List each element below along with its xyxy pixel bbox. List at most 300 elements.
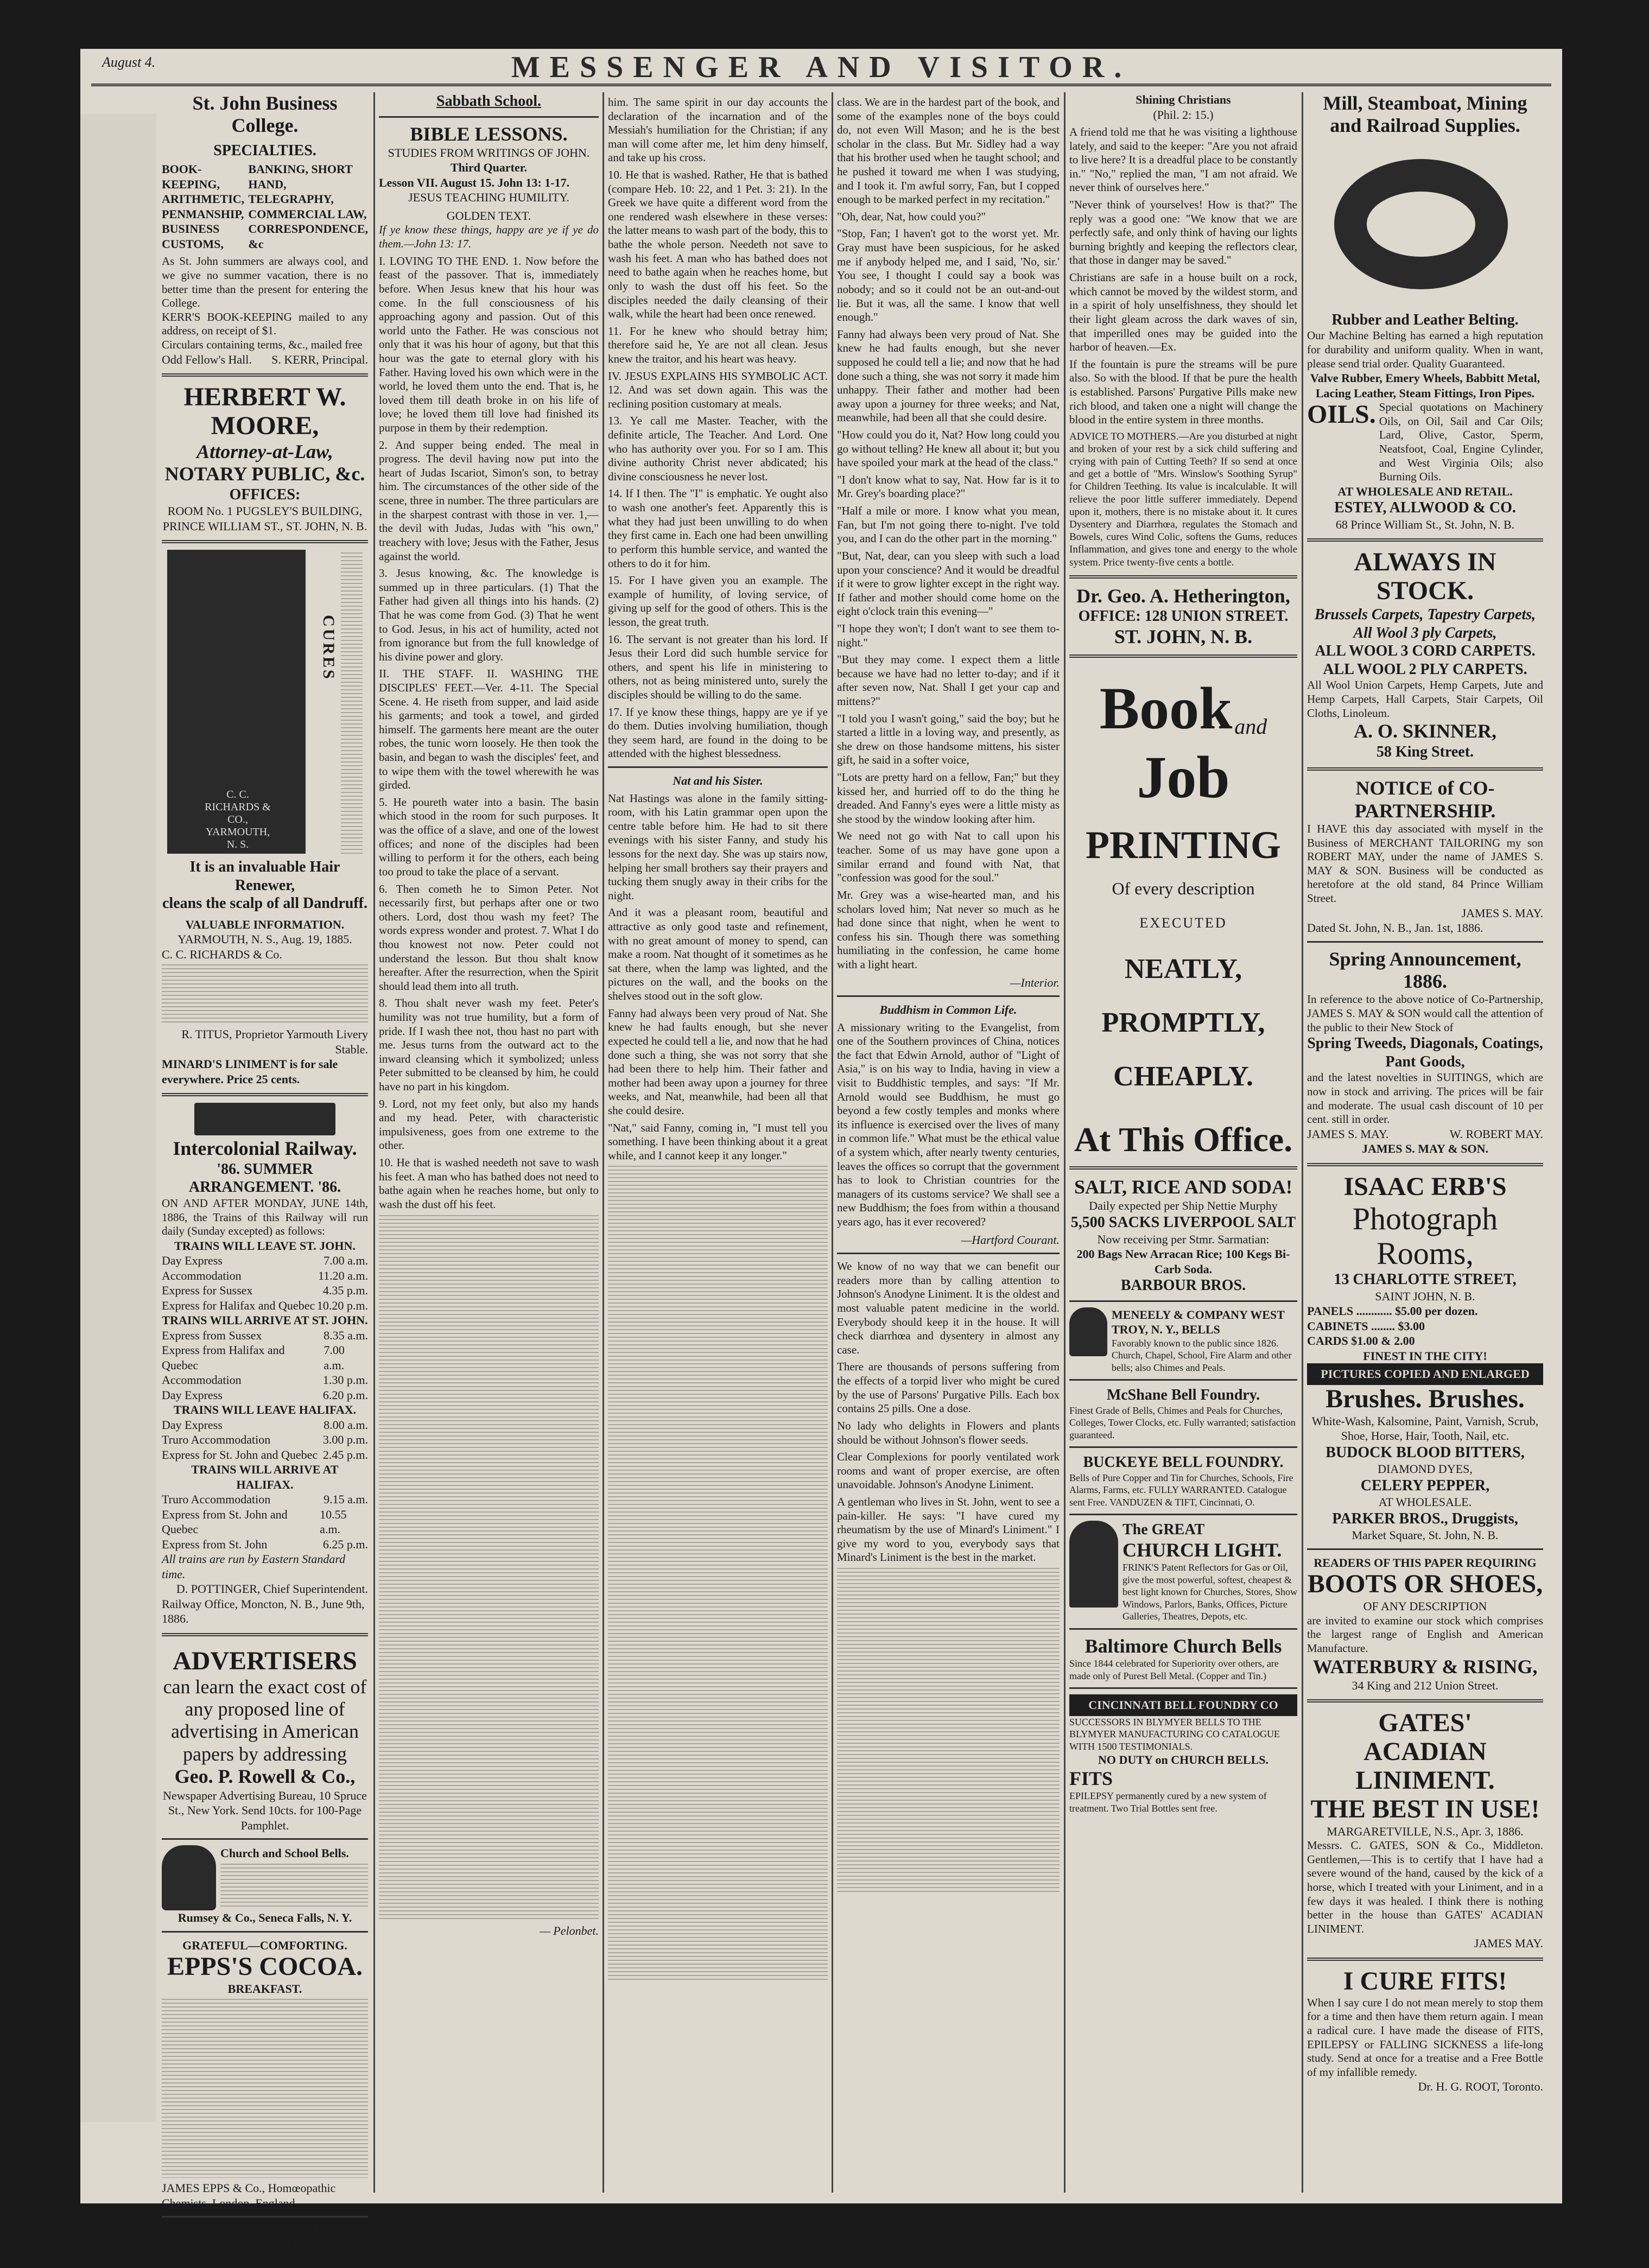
divider	[1069, 1687, 1297, 1689]
mill-heading: Mill, Steamboat, Mining and Railroad Supplies.	[1323, 92, 1527, 137]
skinner-address: 58 King Street.	[1376, 743, 1474, 760]
railway-office: Railway Office, Moncton, N. B., June 9th, 1886.	[162, 1597, 365, 1626]
oils-block	[1307, 401, 1543, 484]
cincinnati-title: CINCINNATI BELL FOUNDRY CO	[1069, 1694, 1297, 1716]
neatly-word: NEATLY,	[1124, 954, 1242, 985]
divider	[1307, 1163, 1543, 1166]
story-para-1: Nat Hastings was alone in the family sitting-room, with his Latin grammar open upon the centre table before him. He had to sit there evenings with his sister Fanny, and study his lessons for the next day. She was up stairs now, helping her small brothers say their prayers and tucking them snugly away in their cribs for the night.	[608, 791, 828, 902]
ad-note-4: A gentleman who lives in St. John, went to see a pain-killer. He says: "I have cured my rheumatism by the use of Minard's Liniment." I give my word to you, everybody says that Minard's Liniment is the best in the market.	[837, 1495, 1060, 1564]
mcshane-sub: Finest Grade of Bells, Chimes and Peals for Churches, Colleges, Tower Clocks, etc. Fully warranted; satisfaction guaranteed.	[1069, 1405, 1296, 1440]
lesson-cont-para-2: 10. He that is washed. Rather, He that is bathed (compare Heb. 10: 22, and 1 Pet. 3: 21). In the Greek we have quite a different word from the one rendered wash elsewhere in these verses: the latter means to wash part of the body, this to bathe the whole person. Needeth not save to wash his feet. A man who has bathed does not need to bathe again when he reaches home, but only to wash the dust off his feet. So the disciples needed the daily cleansing of their walk, while the heart had been once renewed.	[608, 168, 828, 321]
tweeds-text: and the latest novelties in SUITINGS, which are now in stock and arriving. The prices will be fair and moderate. The usual cash discount of 10 per cent. still in order.	[1307, 1071, 1543, 1126]
doctor-name: Dr. Geo. A. Hetherington,	[1076, 585, 1290, 607]
margaretville-date: MARGARETVILLE, N.S., Apr. 3, 1886.	[1327, 1824, 1524, 1838]
story-cont-5: "How could you do it, Nat? How long could you go without telling? He knew all about it; but you have spoiled your mark at the head of the class."	[837, 428, 1060, 469]
lesson-para-4: II. THE STAFF. II. WASHING THE DISCIPLES' FEET.—Ver. 4-11. The Special Scene. 4. He riseth from supper, and laid aside his garments; and took a towel, and girded himself. The garments here meant are the outer robes, the tunic worn loosely. He then took the basin, and began to wash the disciples' feet, and to wipe them with the towel wherewith he was girded.	[379, 667, 599, 792]
divider	[1307, 1958, 1543, 1961]
spring-text: In reference to the above notice of Co-Partnership, JAMES S. MAY & SON would call the attention of the public to their New Stock of	[1307, 993, 1543, 1034]
at-wholesale: AT WHOLESALE.	[1378, 1495, 1472, 1509]
buddhism-title: Buddhism in Common Life.	[879, 1003, 1017, 1017]
salt-sub: Daily expected per Ship Nettie Murphy	[1089, 1199, 1278, 1213]
divider	[1307, 538, 1543, 542]
train-time: 6.25 p.m.	[322, 1537, 368, 1551]
diamond-dyes: DIAMOND DYES,	[1378, 1462, 1473, 1476]
divider	[1069, 1514, 1297, 1515]
col4-continued-text	[837, 1568, 1060, 1894]
college-heading: St. John Business College.	[192, 92, 338, 137]
lesson-cont-para-8: 16. The servant is not greater than his lord. If Jesus their Lord did such humble service for others, and spent his life in ministering to others, not as being ministered unto, surely the disciples should be willing to do the same.	[608, 632, 828, 701]
leave-halifax-table	[162, 1418, 368, 1463]
leave-halifax-heading: TRAINS WILL LEAVE HALIFAX.	[173, 1403, 357, 1417]
train-time: 3.00 p.m.	[322, 1433, 368, 1447]
meneely-sub: Favorably known to the public since 1826. Church, Chapel, School, Fire Alarm and other bells; also Chimes and Peals.	[1112, 1337, 1292, 1373]
shining-para-3: Christians are safe in a house built on a rock, which cannot be moved by the wildest storm, and in a spirit of holy unselfishness, they should let their light gleam across the dark waves of sin, that imperilled ones may be guided into the harbor of heaven.—Ex.	[1069, 271, 1297, 354]
divider	[1069, 575, 1297, 579]
divider	[1069, 1446, 1297, 1448]
pictures-copied: PICTURES COPIED AND ENLARGED	[1307, 1363, 1543, 1385]
adjacent-page-edge	[80, 114, 156, 2122]
newspaper-page	[80, 49, 1562, 2267]
train-time: 11.20 a.m.	[318, 1268, 368, 1282]
lesson-cont-para-3: 11. For he knew who should betray him; therefore said he, Ye are not all clean. Jesus knew the traitor, and his heart was heavy.	[608, 324, 828, 365]
divider	[162, 540, 368, 543]
estey-address: 68 Prince William St., St. John, N. B.	[1335, 517, 1515, 531]
buddhism-source: —Hartford Courant.	[961, 1233, 1060, 1247]
epps-cocoa: EPPS'S COCOA.	[167, 1952, 363, 1981]
meneely-title: MENEELY & COMPANY WEST TROY, N. Y., BELLS	[1112, 1307, 1285, 1337]
richards-tag: C. C. RICHARDS & CO., YARMOUTH, N. S.	[205, 789, 271, 851]
railway-note: All trains are run by Eastern Standard time.	[162, 1552, 346, 1581]
quarter-line: Third Quarter.	[451, 161, 527, 175]
railway-intro: ON AND AFTER MONDAY, JUNE 14th, 1886, the Trains of this Railway will run daily (Sunday excepted) as follows:	[162, 1196, 368, 1238]
moore-title: Attorney-at-Law,	[196, 440, 333, 462]
lesson-signature: — Pelonbet.	[540, 1923, 599, 1937]
train-time: 6.20 p.m.	[322, 1388, 368, 1402]
wholesale-retail: AT WHOLESALE AND RETAIL.	[1337, 484, 1513, 498]
bell-icon	[162, 1845, 216, 1910]
testimony-signature: R. TITUS, Proprietor Yarmouth Livery Stable.	[181, 1027, 368, 1056]
ad-note-1: There are thousands of persons suffering from the effects of a torpid liver who might be cured by the use of Parsons' Purgative Pills. Each box contains 25 pills. One a dose.	[837, 1360, 1060, 1415]
baltimore-title: Baltimore Church Bells	[1084, 1635, 1282, 1657]
cure-fits: I CURE FITS!	[1343, 1966, 1507, 1996]
story-cont-10: "But they may come. I expect them a little because we have had no letter to-day; and if it after seven now, Nat. Shall I get your cap and mittens?"	[837, 653, 1060, 708]
sabbath-school-heading: Sabbath School.	[436, 93, 541, 110]
salt-rice-soda: SALT, RICE AND SODA!	[1074, 1176, 1293, 1198]
issue-date: August 4.	[102, 54, 156, 70]
fits-title: FITS	[1069, 1767, 1113, 1789]
train-name: Express for Sussex	[162, 1284, 253, 1298]
divider	[1069, 1628, 1297, 1630]
column-3	[608, 92, 828, 2193]
leave-st-john-table	[162, 1253, 368, 1313]
column-rule	[373, 92, 375, 2193]
printing-word: PRINTING	[1085, 823, 1282, 867]
divider	[162, 1838, 368, 1840]
train-name: Express from Sussex	[162, 1328, 262, 1342]
church-light-sub: FRINK'S Patent Reflectors for Gas or Oil, give the most powerful, softest, cheapest & best light known for Churches, Stores, Show Windows, Parlors, Banks, Offices, Picture Galleries, Theatres, Depots, etc.	[1122, 1562, 1297, 1622]
ply-line: ALL WOOL 2 PLY CARPETS.	[1323, 660, 1527, 678]
story-cont-11: "I told you I wasn't going," said the boy; but he started a little in a loving way, and presently, as she drew on those handsome mittens, his sister gift, he said in a softer voice,	[837, 711, 1060, 767]
train-name: Express from St. John and Quebec	[162, 1507, 288, 1536]
lesson-para-5: 5. He poureth water into a basin. The basin which stood in the room for such purposes. It was the office of a slave, and one of the lowest offices; and none of the disciples had been willing to perform it for the others, each being too proud to take the place of a servant.	[379, 795, 599, 878]
always-in-stock: ALWAYS IN STOCK.	[1354, 548, 1496, 606]
divider	[1307, 941, 1543, 943]
lesson-cont-para-4: IV. JESUS EXPLAINS HIS SYMBOLIC ACT. 12. And was set down again. This was the reclining position customary at meals.	[608, 369, 828, 410]
divider	[608, 766, 828, 768]
shining-para-2: "Never think of yourselves! How is that?" The reply was a good one: "We know that we are perfectly safe, and only think of having our lights burning brightly and keeping the reflectors clear, that those in danger may be saved."	[1069, 198, 1297, 267]
estey-name: ESTEY, ALLWOOD & CO.	[1334, 499, 1516, 517]
timetable-row	[162, 1298, 368, 1313]
railway-signature: D. POTTINGER, Chief Superintendent.	[176, 1582, 368, 1596]
story-cont-14: Mr. Grey was a wise-hearted man, and his scholars loved him; Nat never so much as he had done since that night, when he went to confess his sin. Though there was something humiliating in the confession, he came home with a light heart.	[837, 888, 1060, 971]
valuable-greeting: C. C. RICHARDS & Co.	[162, 947, 282, 961]
job-word: Job	[1137, 744, 1230, 811]
notice-heading: NOTICE of CO-PARTNERSHIP.	[1354, 777, 1496, 822]
saint-john: SAINT JOHN, N. B.	[1375, 1289, 1475, 1303]
moore-address: ROOM No. 1 PUGSLEY'S BUILDING, PRINCE WILLIAM ST., ST. JOHN, N. B.	[162, 504, 367, 533]
cure-signature: Dr. H. G. ROOT, Toronto.	[1418, 2080, 1543, 2094]
timetable-row	[162, 1418, 368, 1433]
parker-address: Market Square, St. John, N. B.	[1352, 1528, 1499, 1542]
train-icon	[194, 1103, 335, 1135]
story-title: Nat and his Sister.	[673, 774, 763, 788]
grateful-line: GRATEFUL—COMFORTING.	[182, 1938, 347, 1952]
lesson-cont-para-9: 17. If ye know these things, happy are ye if ye do them. Duties involving humiliation, though they seem hard, are found in the doing to be attended with the highest blessedness.	[608, 705, 828, 760]
doctor-office: OFFICE: 128 UNION STREET.	[1078, 608, 1289, 625]
college-footer	[162, 352, 368, 367]
rowell-name: Geo. P. Rowell & Co.,	[174, 1765, 356, 1788]
epps-signature: JAMES EPPS & Co., Homœopathic Chemists, London, England.	[162, 2181, 336, 2210]
great-label: The GREAT	[1122, 1521, 1205, 1539]
and-word: and	[1234, 714, 1267, 739]
train-time: 10.55 a.m.	[320, 1507, 347, 1536]
story-cont-2: "Oh, dear, Nat, how could you?"	[837, 209, 986, 223]
liverpool-salt: 5,500 SACKS LIVERPOOL SALT	[1070, 1214, 1296, 1231]
specialties-left: BOOK-KEEPING, ARITHMETIC, PENMANSHIP, BUSINESS CUSTOMS,	[162, 162, 245, 251]
oils-text: Special quotations on Machinery Oils, on Oil, Sail and Car Oils; Lard, Olive, Castor, Sperm, Neatsfoot, Coal, Engine Cylinder, and West Virginia Oils; also Burning Oils.	[1379, 401, 1543, 484]
parker-bros: PARKER BROS., Druggists,	[1332, 1510, 1518, 1527]
baltimore-sub: Since 1844 celebrated for Superiority over others, are made only of Purest Bell Metal. (Copper and Tin.)	[1069, 1658, 1279, 1681]
notice-text: I HAVE this day associated with myself in the Business of MERCHANT TAILORING my son ROBERT MAY, under the name of JAMES S. MAY & SON. Business will be conducted as heretofore at the old stand, 84 Prince William Street.	[1307, 822, 1543, 905]
train-time: 7.00 a.m.	[324, 1343, 345, 1372]
ad-note-3: Clear Complexions for poorly ventilated work rooms and want of proper exercise, are often unavoidable. Johnson's Anodyne Liniment.	[837, 1450, 1060, 1491]
ad-note-2: No lady who delights in Flowers and plants should be without Johnson's flower seeds.	[837, 1419, 1060, 1446]
budock-bitters: BUDOCK BLOOD BITTERS,	[1325, 1444, 1525, 1461]
circulars-note: Circulars containing terms, &c., mailed free	[162, 338, 363, 352]
johnson-note: We know of no way that we can benefit our readers more than by calling attention to Johnson's Anodyne Liniment. It is the oldest and most valuable patent medicine in the world. Everybody should keep it in the house. It will check diarrhœa and dysentery in almost any case.	[837, 1260, 1060, 1356]
bell-ad-title: Church and School Bells.	[220, 1846, 349, 1860]
column-5	[1069, 92, 1297, 2193]
timetable-row	[162, 1447, 368, 1463]
story-cont-7: "Half a mile or more. I know what you mean, Fan, but I'm not going there to-night. I've told you, and I can do the other part in the morning."	[837, 504, 1060, 545]
valuable-heading: VALUABLE INFORMATION.	[185, 917, 345, 931]
story-cont-3: "Stop, Fan; I haven't got to the worst yet. Mr. Gray must have been suspicious, for he asked me if anybody helped me, and I said, 'No, sir.' You see, I thought I could say a book was nobody; and so it could not be an out-and-out lie. But it was, all the same. I know that well enough."	[837, 227, 1060, 324]
meneely-ad	[1069, 1307, 1297, 1374]
cards-price: CARDS $1.00 & 2.00	[1307, 1334, 1415, 1348]
masthead	[80, 49, 1562, 87]
acadian-liniment: ACADIAN LINIMENT.	[1355, 1737, 1495, 1795]
golden-text: If ye know these things, happy are ye if ye do them.—John 13: 17.	[379, 223, 599, 251]
skinner-name: A. O. SKINNER,	[1353, 720, 1497, 742]
story-continued-text	[608, 1166, 828, 1980]
train-name: Day Express	[162, 1254, 223, 1268]
book-word: Book	[1099, 675, 1233, 742]
may-and-son: JAMES S. MAY & SON.	[1361, 1142, 1489, 1156]
timetable-row	[162, 1492, 368, 1507]
executed-word: EXECUTED	[1139, 915, 1227, 931]
valve-line: Valve Rubber, Emery Wheels, Babbitt Metal, Lacing Leather, Steam Fittings, Iron Pipes.	[1310, 371, 1540, 400]
train-name: Day Express	[162, 1418, 223, 1432]
arrive-halifax-heading: TRAINS WILL ARRIVE AT HALIFAX.	[191, 1463, 339, 1491]
sacks-sub: Now receiving per Stmr. Sarmatian:	[1097, 1232, 1270, 1246]
divider	[162, 1093, 368, 1096]
photograph-rooms: Photograph Rooms,	[1352, 1200, 1498, 1271]
story-cont-12: "Lots are pretty hard on a fellow, Fan;" but they kissed her, and hurried off to do the thing he dreaded. And Fanny's eyes were a little misty as she stood by the window looking after him.	[837, 771, 1060, 825]
lesson-para-1: I. LOVING TO THE END. 1. Now before the feast of the passover. That is, immediately before. When Jesus knew that his hour was come. In the full consciousness of his approaching agony and passion. Out of this world unto the Father. He was conscious not only that it was his hour of agony, but that this hour was the gate to eternal glory with his Father. Having loved his own which were in the world, he loved them unto the end. That is, he loved them till death broke in on his life of love; he loved them till love had finished its purpose in them by their redemption.	[379, 254, 599, 435]
column-6	[1307, 92, 1543, 2193]
mcshane-title: McShane Bell Foundry.	[1106, 1387, 1260, 1404]
story-cont-4: Fanny had always been very proud of Nat. She knew he had faults enough, but she never supposed he could tell a lie; and now that he had done such a thing, she was not sorry it made him unhappy. Their father and mother had been away upon a journey for three weeks; and Nat, meanwhile, had been all that she could desire.	[837, 327, 1060, 424]
timetable-row	[162, 1373, 368, 1388]
stock-text: All Wool Union Carpets, Hemp Carpets, Jute and Hemp Carpets, Hall Carpets, Stair Carpets, Oil Cloths, Linoleum.	[1307, 678, 1543, 720]
oils-label: OILS.	[1307, 400, 1376, 429]
specialties-heading: SPECIALTIES.	[213, 142, 316, 159]
celery-pepper: CELERY PEPPER,	[1360, 1477, 1490, 1494]
mothers-advice: ADVICE TO MOTHERS.—Are you disturbed at night and broken of your rest by a sick child suffering and crying with pain of Cutting Teeth? If so send at once and get a bottle of "Mrs. Winslow's Soothing Syrup" for Children Teething. Its value is incalculable. It will relieve the poor little sufferer immediately. Depend upon it, mothers, there is no mistake about it. It cures Dysentery and Diarrhœa, regulates the Stomach and Bowels, cures Wind Colic, softens the Gums, reduces Inflammation, and gives tone and energy to the whole system. Price twenty-five cents a bottle.	[1069, 430, 1297, 568]
book-and-job	[1069, 674, 1297, 812]
at-this-office: At This Office.	[1074, 1120, 1293, 1159]
story-cont-9: "I hope they won't; I don't want to see them to-night."	[837, 621, 1060, 649]
summer-arrangement: '86. SUMMER ARRANGEMENT. '86.	[188, 1160, 341, 1196]
chandelier-icon	[1069, 1521, 1118, 1608]
timetable-row	[162, 1343, 368, 1373]
cabinets-price: CABINETS ........ $3.00	[1307, 1319, 1425, 1333]
no-duty: NO DUTY on CHURCH BELLS.	[1098, 1753, 1269, 1767]
train-time: 8.35 a.m.	[324, 1328, 368, 1342]
arrive-st-john-heading: TRAINS WILL ARRIVE AT ST. JOHN.	[162, 1313, 368, 1327]
cord-line: ALL WOOL 3 CORD CARPETS.	[1315, 643, 1536, 660]
column-rule	[602, 92, 604, 2193]
lesson-para-7: 8. Thou shalt never wash my feet. Peter's humility was not true humility, but a form of pride. If I wash thee not, thou hast no part with me. Jesus turns from the outward act to the inward cleansing which it symbolized; unless Peter submitted to be cleansed by him, he could have no part in his kingdom.	[379, 996, 599, 1094]
lesson-title: JESUS TEACHING HUMILITY.	[408, 190, 569, 205]
waterbury-rising: WATERBURY & RISING,	[1312, 1655, 1538, 1678]
erb-name: ISAAC ERB'S	[1343, 1172, 1507, 1201]
divider	[1069, 1379, 1297, 1381]
advertisers-heading: ADVERTISERS	[173, 1646, 357, 1675]
cincinnati-sub: SUCCESSORS IN BLYMYER BELLS TO THE BLYMYER MANUFACTURING CO CATALOGUE WITH 1500 TESTIMONIALS.	[1069, 1716, 1280, 1752]
tweeds-line: Spring Tweeds, Diagonals, Coatings, Pant Goods,	[1307, 1035, 1543, 1070]
bible-lessons-heading: BIBLE LESSONS.	[410, 123, 568, 145]
kerr-note: KERR'S BOOK-KEEPING mailed to any address, on receipt of $1.	[162, 310, 368, 338]
train-name: Express from St. John	[162, 1537, 268, 1551]
arrive-halifax-table	[162, 1492, 368, 1552]
story-cont-8: "But, Nat, dear, can you sleep with such a load upon your conscience? And it would be dreadful if it were to grow lighter except in the right way. If father and mother should come home on the eight o'clock train this evening—"	[837, 549, 1060, 618]
specialties-list	[162, 162, 368, 251]
panels-price: PANELS ............ $5.00 per dozen.	[1307, 1304, 1478, 1318]
cures-list	[341, 552, 363, 856]
train-time: 1.30 p.m.	[322, 1373, 368, 1387]
notice-date: Dated St. John, N. B., Jan. 1st, 1886.	[1307, 921, 1483, 935]
box-novelties: BOX OF GOLDEN NOVELTIES, 12 fast-selling articles, and 12 elegant	[162, 2223, 351, 2252]
timetable-row	[162, 1388, 368, 1403]
arrive-st-john-table	[162, 1328, 368, 1403]
specialties-right: BANKING, SHORT HAND, TELEGRAPHY, COMMERCIAL LAW, CORRESPONDENCE, &c	[248, 162, 369, 251]
lesson-para-8: 9. Lord, not my feet only, but also my hands and my head. Peter, with characteristic impulsiveness, goes from one extreme to the other.	[379, 1097, 599, 1152]
train-time: 4.35 p.m.	[322, 1284, 368, 1298]
train-time: 8.00 a.m.	[324, 1418, 368, 1432]
belting-illustration	[1323, 143, 1527, 306]
belting-title: Rubber and Leather Belting.	[1331, 311, 1519, 328]
any-description: OF ANY DESCRIPTION	[1363, 1599, 1487, 1613]
train-name: Express for Halifax and Quebec	[162, 1298, 315, 1312]
gates-name: GATES'	[1378, 1708, 1472, 1738]
offices-label: OFFICES:	[229, 486, 301, 503]
barbour-bros: BARBOUR BROS.	[1120, 1277, 1246, 1294]
train-name: Day Express	[162, 1388, 223, 1402]
fits-sub: EPILEPSY permanently cured by a new system of treatment. Two Trial Bottles sent free.	[1069, 1790, 1267, 1814]
buckeye-title: BUCKEYE BELL FOUNDRY.	[1083, 1454, 1284, 1471]
rice-line: 200 Bags New Arracan Rice; 100 Kegs Bi-Carb Soda.	[1076, 1247, 1290, 1276]
train-name: Express from Halifax and Quebec	[162, 1343, 285, 1372]
church-light-title: CHURCH LIGHT.	[1122, 1539, 1282, 1561]
column-4	[837, 92, 1060, 2193]
lesson-cont-para-1: him. The same spirit in our day accounts the declaration of the incarnation and of the Messiah's humiliation for the Christian; if any man will come after me, let him deny himself, and take up his cross.	[608, 96, 828, 164]
hair-line-1: It is an invaluable Hair Renewer,	[189, 859, 340, 894]
boots-shoes: BOOTS OR SHOES,	[1307, 1570, 1543, 1599]
may-signature-2: W. ROBERT MAY.	[1449, 1127, 1543, 1141]
masthead-rule	[91, 84, 1551, 86]
promptly-word: PROMPTLY,	[1101, 1007, 1265, 1039]
story-source: —Interior.	[1010, 975, 1060, 989]
divider	[1307, 1699, 1543, 1702]
may-signature-1: JAMES S. MAY.	[1307, 1127, 1389, 1141]
rowell-sub: Newspaper Advertising Bureau, 10 Spruce St., New York. Send 10cts. for 100-Page Pamphlet.	[163, 1788, 367, 1832]
advertisers-text: can learn the exact cost of any proposed line of advertising in American papers by addressing	[163, 1675, 367, 1765]
golden-text-heading: GOLDEN TEXT.	[446, 208, 531, 223]
hair-line-2: cleans the scalp of all Dandruff.	[162, 895, 367, 912]
divider	[837, 995, 1060, 997]
divider	[1307, 767, 1543, 771]
moore-name: HERBERT W. MOORE,	[183, 383, 346, 440]
column-1	[162, 92, 369, 2267]
best-in-use: THE BEST IN USE!	[1310, 1794, 1540, 1824]
brushes-heading: Brushes. Brushes.	[1325, 1384, 1525, 1413]
leave-st-john-heading: TRAINS WILL LEAVE ST. JOHN.	[174, 1238, 356, 1253]
train-time: 10.20 p.m.	[316, 1298, 368, 1312]
belt-roll-core	[1367, 192, 1475, 257]
studies-line: STUDIES FROM WRITINGS OF JOHN.	[388, 145, 590, 160]
brussels-line: Brussels Carpets, Tapestry Carpets, All Wool 3 ply Carpets,	[1314, 606, 1536, 641]
waterbury-address: 34 King and 212 Union Street.	[1352, 1678, 1499, 1692]
timetable-row	[162, 1283, 368, 1298]
lesson-cont-para-7: 15. For I have given you an example. The example of humility, of loving service, of giving up self for the good of others. This is the lesson, the great truth.	[608, 574, 828, 628]
column-rule	[832, 92, 833, 2193]
notary-line: NOTARY PUBLIC, &c.	[164, 463, 365, 485]
fountain-note: If the fountain is pure the streams will be pure also. So with the blood. If that be pure the health is established. Parsons' Purgative Pills make new rich blood, and taken one a night will change the blood in the entire system in three months.	[1069, 357, 1297, 427]
hair-renewer-ad	[162, 550, 368, 854]
lesson-cont-para-6: 14. If I then. The "I" is emphatic. Ye ought also to wash one another's feet. Apparently this is what they had just been unwilling to do when they first came in. Each one had been unwilling to perform this humble service, and wanted the others to do it for him.	[608, 487, 828, 570]
bell-icon	[1069, 1307, 1107, 1356]
may-signatures	[1307, 1127, 1543, 1142]
divider	[1069, 1300, 1297, 1302]
breakfast-label: BREAKFAST.	[227, 1981, 302, 1996]
cheaply-word: CHEAPLY.	[1113, 1061, 1253, 1092]
boots-text: are invited to examine our stock which comprises the largest range of English and American Manufacture.	[1307, 1613, 1543, 1655]
charlotte-street: 13 CHARLOTTE STREET,	[1334, 1271, 1517, 1288]
column-rule	[1064, 92, 1065, 2193]
shining-title: Shining Christians	[1136, 93, 1231, 106]
buckeye-sub: Bells of Pure Copper and Tin for Churches, Schools, Fire Alarms, Farms, etc. FULLY WARRANTED. Catalogue sent Free. VANDUZEN & TIFT, Cincinnati, O.	[1069, 1472, 1293, 1508]
finest-in-city: FINEST IN THE CITY!	[1363, 1349, 1487, 1363]
box-signature: J. W. GRIFFITH, Portland, N. B.	[210, 2253, 368, 2267]
bell-ad-text	[220, 1864, 368, 1907]
divider	[1069, 655, 1297, 658]
buddhism-text: A missionary writing to the Evangelist, from one of the Southern provinces of China, notices the fact that Edwin Arnold, author of "Light of Asia," is on his way to India, having in view a visit to Buddhistic temples, and says: "If Mr. Arnold would see Buddhism, he must go beyond a few costly temples and monks where its influence is exercised over the lives of many in common life." What must be the ethical value of a system which, after nearly twenty centuries, leaves the offices so corrupt that the government has to look to Christian countries for the managers of its customs service? We shall see a new Buddhism; the foes from within a thousand years ago, has it ever recovered?	[837, 1020, 1060, 1229]
gates-signature: JAMES MAY.	[1474, 1936, 1543, 1951]
shining-ref: (Phil. 2: 15.)	[1153, 107, 1214, 122]
story-cont-13: We need not go with Nat to call upon his teacher. Some of us may have gone upon a similar errand and found with Nat, that "confession was good for the soul."	[837, 829, 1060, 885]
lesson-cont-para-5: 13. Ye call me Master. Teacher, with the definite article, The Teacher. And Lord. One who has authority over you. For so I am. This divine authority Christ never abdicated; his divine consciousness he never lost.	[608, 414, 828, 483]
timetable-row	[162, 1268, 368, 1284]
lesson-para-6: 6. Then cometh he to Simon Peter. Not necessarily first, but perhaps after one or two others. Lord, dost thou wash my feet? The words express wonder and protest. 7. What I do thou knowest not now. Peter could not understand the lesson. But thou shalt know hereafter. After the resurrection, when the Spirit should lead them into all truth.	[379, 882, 599, 993]
divider	[162, 1633, 368, 1636]
lesson-continued-text	[379, 1215, 599, 1921]
notice-signature: JAMES S. MAY.	[1461, 906, 1543, 920]
timetable-row	[162, 1253, 368, 1268]
story-para-2: And it was a pleasant room, beautiful and attractive as only good taste and refinement, with no great amount of money to spend, can make a room. Nat thought of it sometimes as he sat there, when the lamp was lighted, and the pictures on the wall, and the books on the shelves stood out in the soft glow.	[608, 906, 828, 1003]
column-rule	[1302, 92, 1303, 2193]
shining-para-1: A friend told me that he was visiting a lighthouse lately, and said to the keeper: "Are you not afraid to live here? It is a dreadful place to be constantly in." "No," replied the man, "I am not afraid. We never think of ourselves here."	[1069, 125, 1297, 194]
lesson-line: Lesson VII. August 15. John 13: 1-17.	[379, 175, 570, 189]
timetable-row	[162, 1432, 368, 1447]
train-name: Accommodation	[162, 1268, 242, 1282]
readers-line: READERS OF THIS PAPER REQUIRING	[1314, 1555, 1537, 1570]
timetable-row	[162, 1537, 368, 1552]
college-principal: S. KERR, Principal.	[271, 352, 368, 366]
spring-heading: Spring Announcement, 1886.	[1329, 948, 1521, 993]
train-name: Express for St. John and Quebec	[162, 1447, 318, 1462]
story-para-3: Fanny had always been very proud of Nat. She knew he had faults enough, but she never expected he could tell a lie, and now that he had done such a thing, she was not sorry that she had been there to help him. Their father and mother had been away upon a journey for three weeks, and Nat, meanwhile, had been all that she could desire.	[608, 1006, 828, 1117]
timetable-row	[162, 1328, 368, 1343]
bell-ad	[162, 1845, 368, 1910]
every-description: Of every description	[1112, 879, 1255, 899]
divider	[162, 373, 368, 377]
story-cont-6: "I don't know what to say, Nat. How far is it to Mr. Grey's boarding place?"	[837, 473, 1060, 500]
lesson-para-3: 3. Jesus knowing, &c. The knowledge is summed up in three particulars. (1) That the Father had given all things into his hands. (2) That he was come from God. (3) That he went to God. Jesus, in his act of humility, acted not from ignorance but from the full knowledge of his divine power and glory.	[379, 567, 599, 663]
divider	[1069, 1166, 1297, 1170]
train-name: Truro Accommodation	[162, 1492, 271, 1507]
lesson-para-9: 10. He that is washed needeth not save to wash his feet. A man who has bathed does not need to bathe again when he reaches home, but only to wash the dust off his feet.	[379, 1156, 599, 1211]
doctor-city: ST. JOHN, N. B.	[1114, 625, 1253, 647]
divider	[162, 1931, 368, 1933]
lesson-para-2: 2. And supper being ended. The meal in progress. The devil having now put into the heart of Judas Iscariot, Simon's son, to betray him. The circumstances of the other side of the scene, three in number. The three particulars are in the sharpest contrast with those in ver. 1,—the devil with Judas, Judas with "his own," treachery with love; Jesus with the Father, Jesus against the world.	[379, 438, 599, 563]
divider	[162, 2216, 368, 2218]
valuable-date: YARMOUTH, N. S., Aug. 19, 1885.	[177, 932, 352, 946]
newspaper-title: MESSENGER AND VISITOR.	[511, 50, 1132, 84]
divider	[837, 1253, 1060, 1254]
brushes-sub: White-Wash, Kalsomine, Paint, Varnish, Scrub, Shoe, Horse, Hair, Tooth, Nail, etc.	[1311, 1414, 1539, 1443]
college-text: As St. John summers are always cool, and we give no summer vacation, there is no better time than the present for entering the College.	[162, 255, 368, 310]
divider	[379, 116, 599, 118]
train-name: Accommodation	[162, 1373, 242, 1387]
church-light-ad	[1069, 1521, 1297, 1622]
train-name: Truro Accommodation	[162, 1433, 271, 1447]
cures-label: CURES	[320, 615, 338, 681]
timetable-row	[162, 1507, 368, 1537]
bell-company: Rumsey & Co., Seneca Falls, N. Y.	[177, 1911, 352, 1925]
cure-text: When I say cure I do not mean merely to stop them for a time and then have them return again. I mean a radical cure. I have made the disease of FITS, EPILEPSY or FALLING SICKNESS a life-long study. Send at once for a treatise and a Free Bottle of my infallible remedy.	[1307, 1996, 1543, 2079]
testimonial-text	[162, 964, 368, 1024]
